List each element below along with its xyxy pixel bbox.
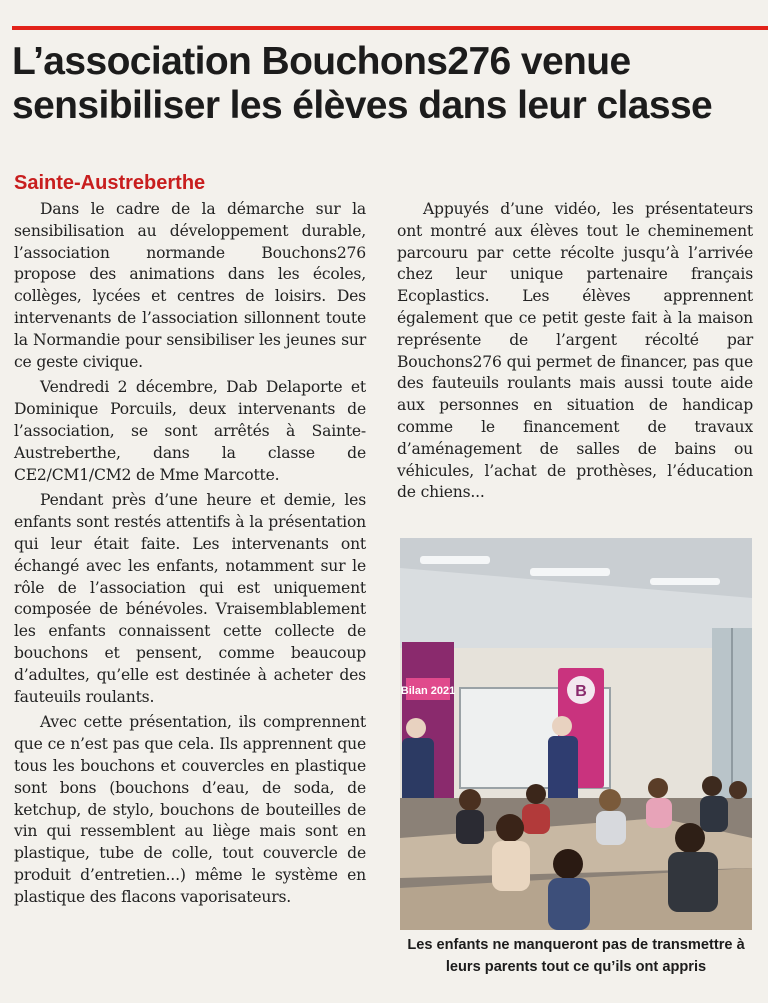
paragraph: Dans le cadre de la démarche sur la sensibilisation au développement durable, l’association normande Bouchons276 propose des animations dans les écoles, collèges, lycées et centres de loisirs. Des intervenants de l’association sillonnent toute la Normandie pour sensibiliser les jeunes sur ce geste civique. (14, 200, 366, 371)
paragraph: Appuyés d’une vidéo, les présentateurs ont montré aux élèves tout le cheminement parcouru par cette récolte jusqu’à l’arrivée chez leur unique partenaire français Ecoplastics. Les élèves apprennent également que ce petit geste fait à la maison représente de l’argent récolté par Bouchons276 qui permet de financer, pas que des fauteuils roulants mais aussi toute aide aux personnes en situation de handicap comme le financement de travaux d’aménagement de salles de bains ou véhicules, l’achat de prothèses, l’éducation de chiens... (397, 200, 753, 502)
headline: L’association Bouchons276 venue sensibiliser les élèves dans leur classe (12, 40, 713, 127)
article-column-right (397, 199, 753, 508)
classroom-photo (400, 538, 752, 930)
article-column-left (14, 199, 366, 913)
kicker-location: Sainte-Austreberthe (14, 172, 206, 194)
banner-left-text: Bilan 2021 (400, 685, 456, 697)
paragraph: Avec cette présentation, ils comprennent que ce n’est pas que cela. Ils apprennent que tous les bouchons et couvercles en plastique sont bons (bouchons d’eau, de soda, de ketchup, de stylo, bouchons de bouteilles de vin qui ressemblent au liège mais sont en plastique, tube de colle, tout couvercle de produit d’entretien...) même le système en plastique des flacons vaporisateurs. (14, 713, 366, 906)
top-rule (12, 26, 768, 30)
photo-caption: Les enfants ne manqueront pas de transmettre à leurs parents tout ce qu’ils ont appris (407, 937, 745, 975)
paragraph: Pendant près d’une heure et demie, les enfants sont restés attentifs à la présentation qui leur était faite. Les intervenants ont échangé avec les enfants, notamment sur le rôle de l’association qui est uniquement composée de bénévoles. Vraisemblablement les enfants connaissent cette collecte de bouchons et pensent, comme beaucoup d’adultes, qu’elle est destinée à acheter des fauteuils roulants. (14, 491, 366, 706)
paragraph: Vendredi 2 décembre, Dab Delaporte et Dominique Porcuils, deux intervenants de l’association, se sont arrêtés à Sainte-Austreberthe, dans la classe de CE2/CM1/CM2 de Mme Marcotte. (14, 378, 366, 484)
banner-right-logo: B (575, 683, 587, 700)
